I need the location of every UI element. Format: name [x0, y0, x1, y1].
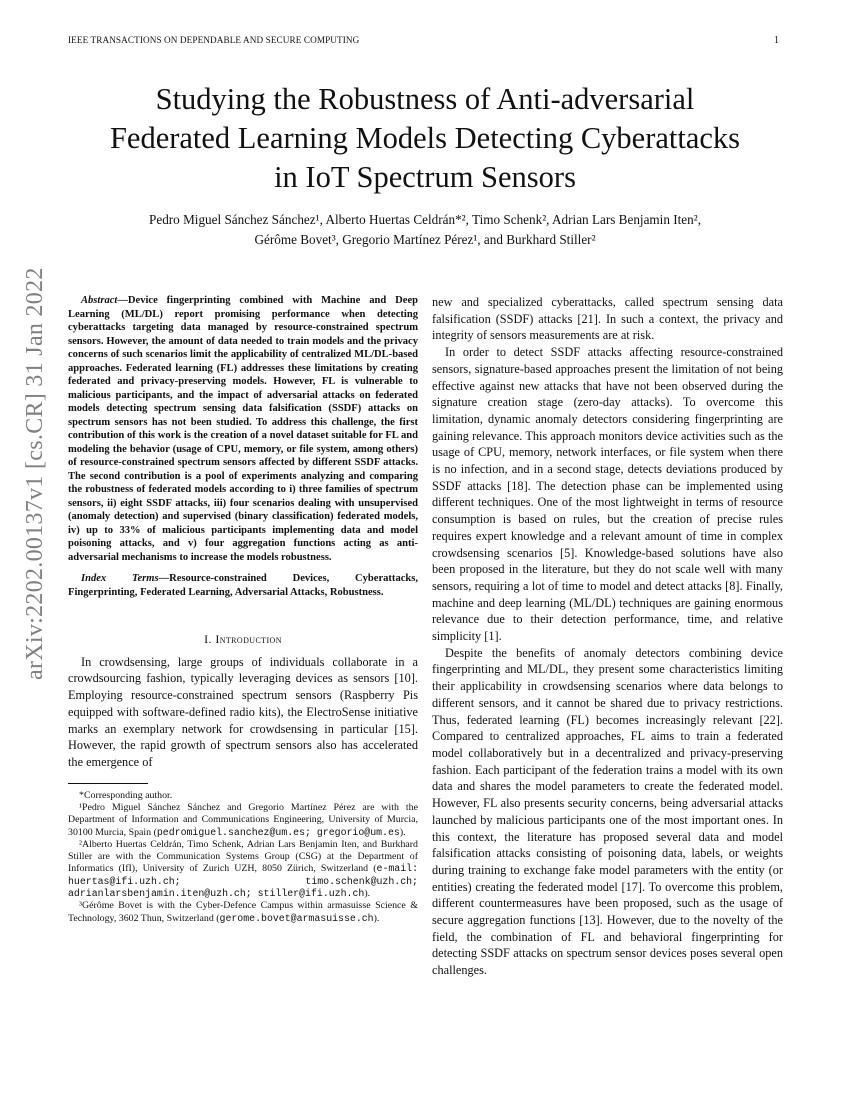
footnote-3: ³Gérôme Bovet is with the Cyber-Defence Campus within armasuisse Science & Technology, 3602 Thun, Switzerland (gerome.bovet@armasuisse.ch).: [68, 900, 418, 924]
footnote-divider: [68, 783, 148, 784]
footnote-2: ²Alberto Huertas Celdrán, Timo Schenk, Adrian Lars Benjamin Iten, and Burkhard Stiller are with the Communication Systems Group (CSG) at the Department of Informatics (IfI), University of Zurich UZH, 8050 Zürich, Switzerland (e-mail: huertas@ifi.uzh.ch; timo.schenk@uzh.ch; adrianlarsbenjamin.iten@uzh.ch; stiller@ifi.uzh.ch).: [68, 838, 418, 899]
abstract-label: Abstract: [81, 295, 118, 306]
abstract: [68, 294, 418, 564]
right-column: [432, 294, 783, 979]
section-number: I.: [204, 632, 212, 646]
footnote-1-email[interactable]: pedromiguel.sanchez@um.es; gregorio@um.es: [156, 826, 400, 838]
paper-title: [60, 80, 790, 197]
right-paragraph-1: In order to detect SSDF attacks affecting resource-constrained sensors, signature-based approaches present the limitation of not being effective against new attacks that have not been observed during the signature creation stage (zero-day attacks). To overcome this limitation, dynamic anomaly detectors considering fingerprinting are gaining relevance. This approach monitors device activities such as the usage of CPU, memory, network interfaces, or file system when there is no infection, and in a second stage, detects deviations produced by SSDF attacks [18]. The detection phase can be implemented using different techniques. One of the most lightweight in terms of resource consumption is based on rules, but the creation of precise rules requires expert knowledge and a relevant amount of time in complex crowdsensing scenarios [5]. Knowledge-based solutions have also been proposed in the literature, but they do not scale well with many sensors, requiring a lot of time to model and detect attacks [8]. Finally, machine and deep learning (ML/DL) techniques are gaining enormous relevance due to their detection performance, time, and relative simplicity [1].: [432, 345, 783, 644]
footnote-corresponding: *Corresponding author.: [79, 789, 173, 801]
left-column: [68, 294, 418, 925]
section-title: Introduction: [215, 632, 282, 646]
index-terms-label: Index Terms: [81, 573, 159, 584]
footnote-2-email[interactable]: e-mail: huertas@ifi.uzh.ch; timo.schenk@uzh.ch; adrianlarsbenjamin.iten@uzh.ch; stiller@ifi.uzh.ch: [68, 863, 418, 899]
right-paragraph-2: Despite the benefits of anomaly detectors combining device fingerprinting and ML/DL, they present some characteristics limiting their applicability in crowdsensing scenarios where data belongs to different sensors, and it cannot be shared due to privacy restrictions. Thus, federated learning (FL) becomes increasingly relevant [22]. Compared to centralized approaches, FL aims to train a federated model collaboratively but in a decentralized and privacy-preserving fashion. Each participant of the federation trains a model with its own data and shares the model parameters to create the federated model. However, FL also presents security concerns, being adversarial attacks launched by malicious participants one of the most important ones. In this context, the literature has proposed several data and model falsification attacks consisting of poisoning data, labels, or weights during training to exchange fake model parameters with the entity (or entities) creating the federated model [17]. To overcome this problem, different countermeasures have been proposed, such as the usage of secure aggregation functions [13]. However, due to the novelty of the field, the combination of FL and behavioral fingerprinting for detecting SSDF attacks on spectrum sensor devices poses several open challenges.: [432, 645, 783, 978]
intro-paragraph-1: In crowdsensing, large groups of individuals collaborate in a crowdsourcing fashion, typically leveraging devices as sensors [10]. Employing resource-constrained spectrum sensors (Raspberry Pis equipped with software-defined radio kits), the ElectroSense initiative marks an exemplary network for crowdsensing in particular [15]. However, the rapid growth of spectrum sensors also has accelerated the emergence of: [68, 654, 418, 769]
page-number: 1: [774, 35, 779, 46]
arxiv-stamp: arXiv:2202.00137v1 [cs.CR] 31 Jan 2022: [22, 267, 48, 680]
author-list: [60, 210, 790, 250]
index-terms: [68, 572, 418, 599]
footnote-3-email[interactable]: gerome.bovet@armasuisse.ch: [219, 912, 374, 924]
footnotes: [68, 790, 418, 925]
abstract-text: —Device fingerprinting combined with Machine and Deep Learning (ML/DL) report promising performance when detecting cyberattacks targeting data managed by resource-constrained spectrum sensors. However, the amount of data needed to train models and the privacy concerns of such scenarios limit the applicability of centralized ML/DL-based approaches. Federated learning (FL) addresses these limitations by creating federated and privacy-preserving models. However, FL is vulnerable to malicious participants, and the impact of adversarial attacks on federated models detecting spectrum sensing data falsification (SSDF) attacks on spectrum sensors has not been studied. To address this challenge, the first contribution of this work is the creation of a novel dataset suitable for FL and modeling the behavior (usage of CPU, memory, or file system, among others) of resource-constrained spectrum sensors affected by different SSDF attacks. The second contribution is a pool of experiments analyzing and comparing the robustness of federated models according to i) three families of spectrum sensors, ii) eight SSDF attacks, iii) four scenarios dealing with unsupervised (anomaly detection) and supervised (binary classification) federated models, iv) up to 33% of malicious participants implementing data and model poisoning attacks, and v) four aggregation functions acting as anti-adversarial mechanisms to increase the models robustness.: [68, 295, 418, 563]
footnote-1: ¹Pedro Miguel Sánchez Sánchez and Gregorio Martínez Pérez are with the Department of Information and Communications Engineering, University of Murcia, 30100 Murcia, Spain (pedromiguel.sanchez@um.es; gregorio@um.es).: [68, 801, 418, 838]
title-line-2: Federated Learning Models Detecting Cyberattacks: [109, 121, 741, 155]
running-head: IEEE TRANSACTIONS ON DEPENDABLE AND SECURE COMPUTING: [68, 35, 360, 45]
title-line-3: in IoT Spectrum Sensors: [274, 160, 576, 194]
section-heading-introduction: [68, 631, 418, 648]
authors-line-2: Gérôme Bovet³, Gregorio Martínez Pérez¹, and Burkhard Stiller²: [254, 232, 596, 247]
authors-line-1: Pedro Miguel Sánchez Sánchez¹, Alberto Huertas Celdrán*², Timo Schenk², Adrian Lars Benjamin Iten²,: [149, 212, 701, 227]
title-line-1: Studying the Robustness of Anti-adversarial: [155, 82, 695, 116]
index-terms-text: —Resource-constrained Devices, Cyberattacks, Fingerprinting, Federated Learning, Adversarial Attacks, Robustness.: [68, 573, 419, 598]
right-paragraph-continuation: new and specialized cyberattacks, called spectrum sensing data falsification (SSDF) attacks [21]. In such a context, the privacy and integrity of sensors measurements are at risk.: [432, 295, 783, 343]
